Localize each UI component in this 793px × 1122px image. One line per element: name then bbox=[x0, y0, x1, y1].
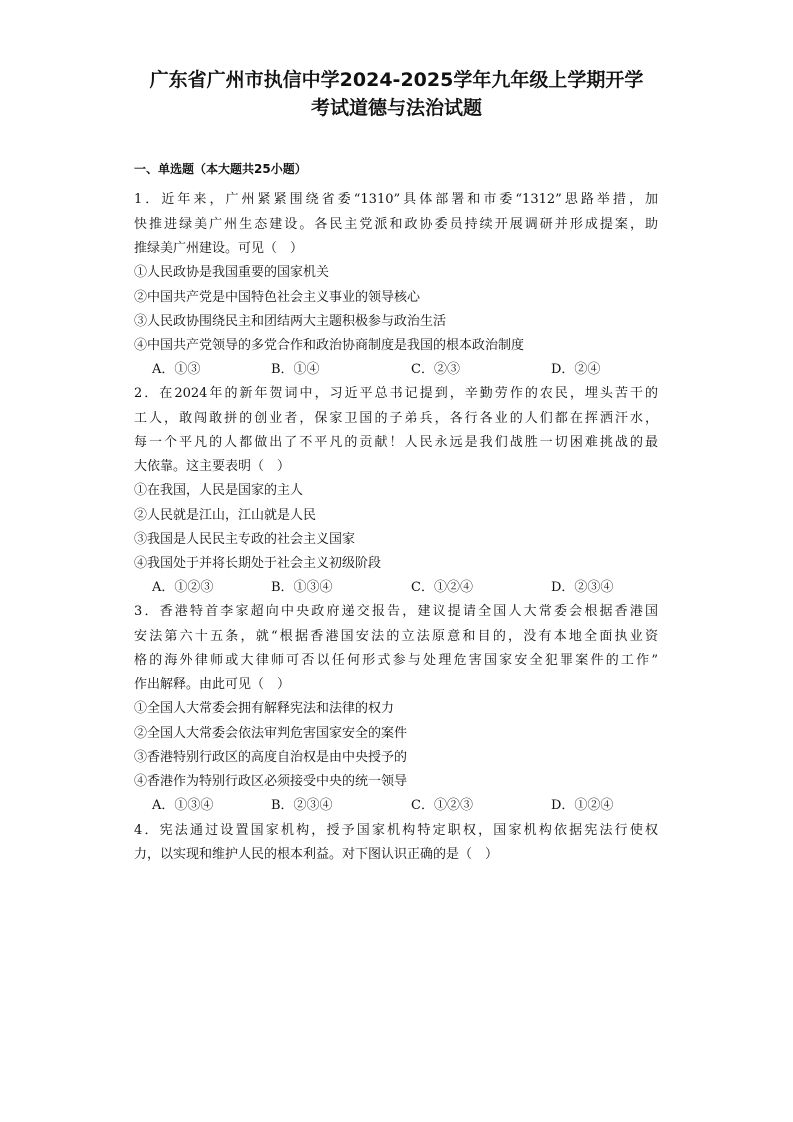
question-1-statement: ②中国共产党是中国特色社会主义事业的领导核心 bbox=[134, 290, 421, 305]
question-3-option-c: C．①②③ bbox=[411, 798, 473, 813]
question-1-stem-line: 快推进绿美广州生态建设。各民主党派和政协委员持续开展调研并形成提案，助 bbox=[134, 217, 658, 232]
question-3-option-a: A．①③④ bbox=[152, 798, 214, 813]
question-2-statement: ④我国处于并将长期处于社会主义初级阶段 bbox=[134, 556, 382, 571]
question-2-stem-line: 2．在2024年的新年贺词中，习近平总书记提到，辛勤劳作的农民，埋头苦干的 bbox=[134, 386, 658, 401]
question-2-stem-line: 每一个平凡的人都做出了不平凡的贡献！人民永远是我们战胜一切困难挑战的最 bbox=[134, 435, 658, 450]
question-1-statement: ④中国共产党领导的多党合作和政治协商制度是我国的根本政治制度 bbox=[134, 338, 525, 353]
question-2-stem-line: 大依靠。这主要表明（ ） bbox=[134, 459, 291, 474]
question-1-statement: ①人民政协是我国重要的国家机关 bbox=[134, 265, 330, 280]
question-2-statement: ②人民就是江山，江山就是人民 bbox=[134, 508, 317, 523]
question-3-option-d: D．①②④ bbox=[551, 798, 614, 813]
question-3-statement: ①全国人大常委会拥有解释宪法和法律的权力 bbox=[134, 701, 395, 716]
question-2-statement: ③我国是人民民主专政的社会主义国家 bbox=[134, 532, 356, 547]
question-2-statement: ①在我国，人民是国家的主人 bbox=[134, 483, 304, 498]
page-title-line-1: 广东省广州市执信中学2024-2025学年九年级上学期开学 bbox=[149, 69, 644, 91]
question-3-statement: ④香港作为特别行政区必须接受中央的统一领导 bbox=[134, 774, 408, 789]
section-heading: 一、单选题（本大题共25小题） bbox=[134, 162, 307, 176]
question-1-statement: ③人民政协围绕民主和团结两大主题积极参与政治生活 bbox=[134, 314, 447, 329]
question-2-option-c: C．①②④ bbox=[411, 580, 473, 595]
question-4-stem-line: 力，以实现和维护人民的根本利益。对下图认识正确的是（ ） bbox=[134, 847, 499, 862]
question-1-option-c: C．②③ bbox=[411, 362, 460, 377]
question-3-stem-line: 安法第六十五条，就“根据香港国安法的立法原意和目的，没有本地全面执业资 bbox=[134, 629, 658, 644]
question-3-statement: ②全国人大常委会依法审判危害国家安全的案件 bbox=[134, 726, 408, 741]
question-1-stem-line: 1．近年来，广州紧紧围绕省委“1310”具体部署和市委“1312”思路举措，加 bbox=[134, 192, 658, 207]
question-3-option-b: B．②③④ bbox=[271, 798, 333, 813]
question-2-option-d: D．②③④ bbox=[551, 580, 614, 595]
question-3-statement: ③香港特别行政区的高度自治权是由中央授予的 bbox=[134, 750, 408, 765]
question-1-stem-line: 推绿美广州建设。可见（ ） bbox=[134, 241, 304, 256]
page-title-line-2: 考试道德与法治试题 bbox=[310, 97, 482, 119]
question-1-option-d: D．②④ bbox=[551, 362, 601, 377]
question-3-stem-line: 作出解释。由此可见（ ） bbox=[134, 677, 291, 692]
question-1-option-b: B．①④ bbox=[271, 362, 320, 377]
question-2-option-b: B．①③④ bbox=[271, 580, 333, 595]
question-3-stem-line: 3．香港特首李家超向中央政府递交报告，建议提请全国人大常委会根据香港国 bbox=[134, 604, 658, 619]
question-2-stem-line: 工人，敢闯敢拼的创业者，保家卫国的子弟兵，各行各业的人们都在挥洒汗水， bbox=[134, 411, 658, 426]
question-1-option-a: A．①③ bbox=[152, 362, 201, 377]
question-2-option-a: A．①②③ bbox=[152, 580, 214, 595]
question-3-stem-line: 格的海外律师或大律师可否以任何形式参与处理危害国家安全犯罪案件的工作” bbox=[134, 653, 658, 668]
question-4-stem-line: 4．宪法通过设置国家机构，授予国家机构特定职权，国家机构依据宪法行使权 bbox=[134, 823, 658, 838]
